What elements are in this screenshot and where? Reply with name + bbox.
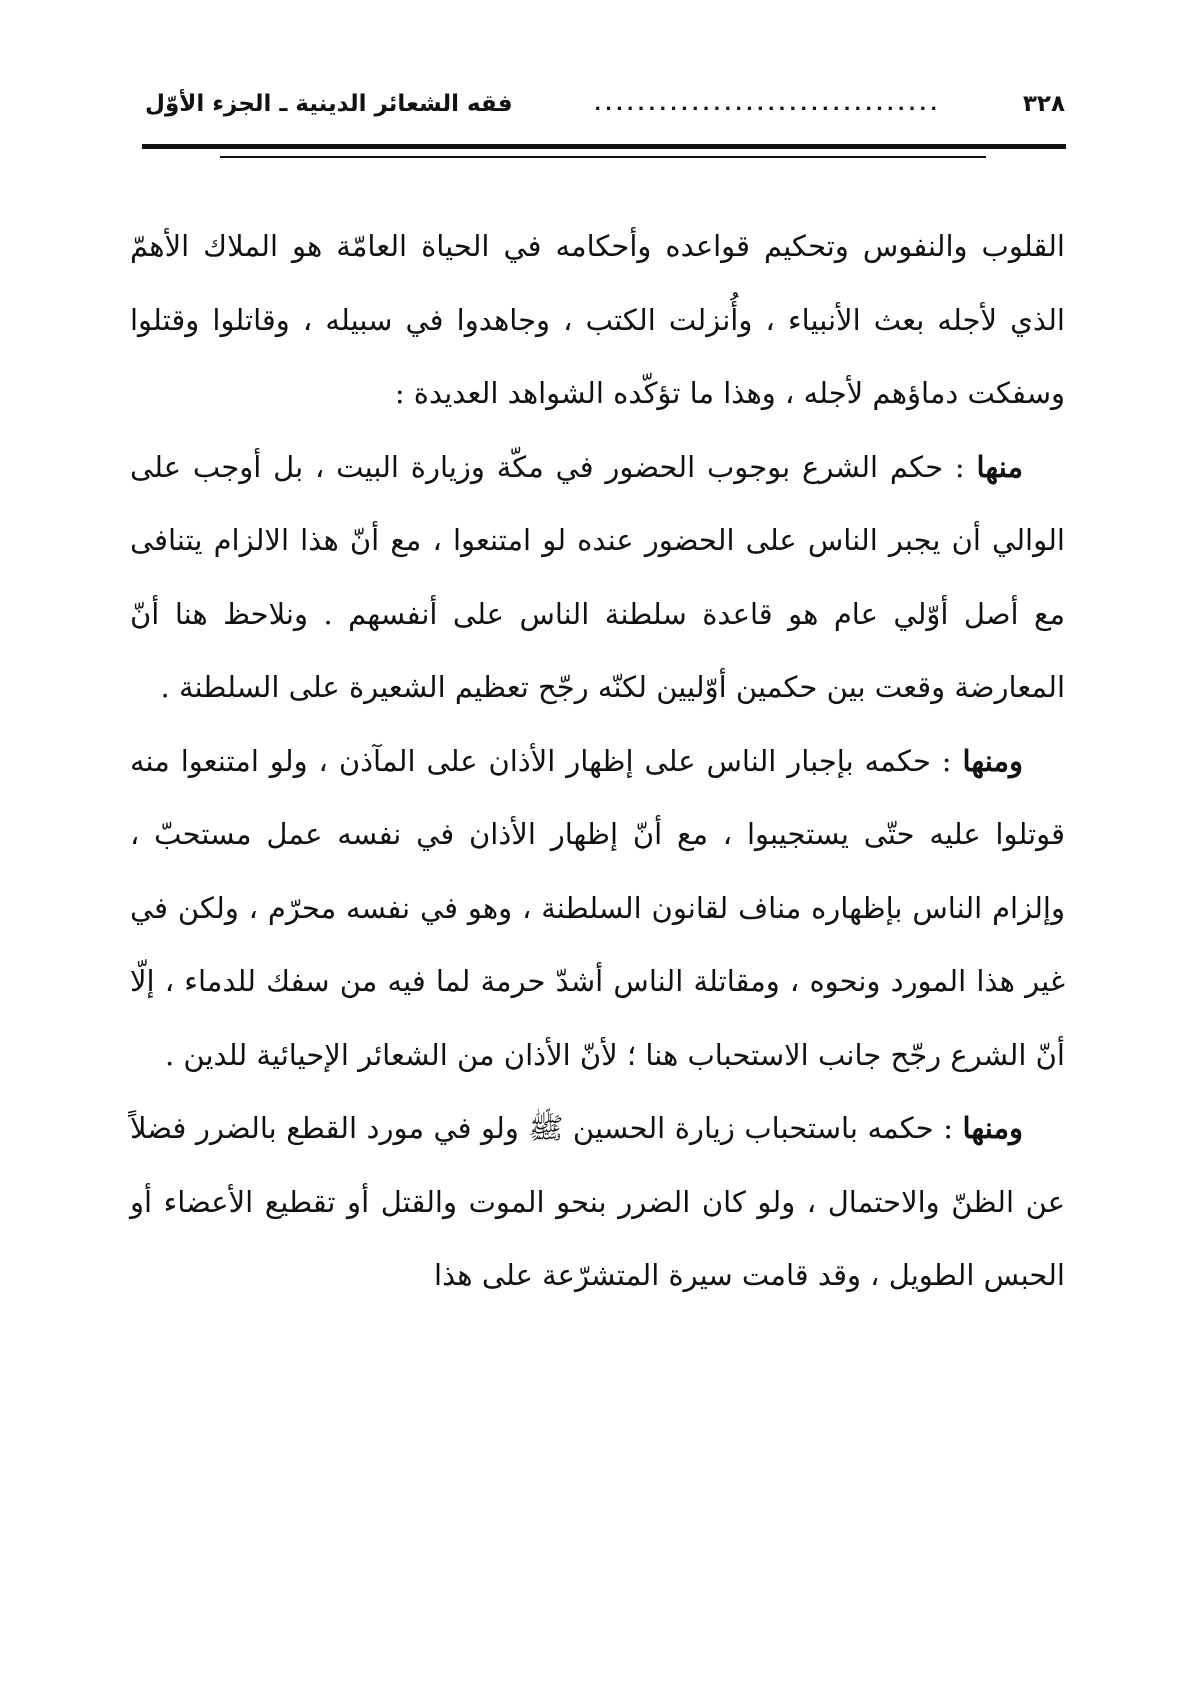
paragraph-text: : حكمه باستحباب زيارة الحسين ﷺ ولو في مورد القطع بالضرر فضلاً عن الظنّ والاحتمال ، ولو كان الضرر بنحو الموت والقتل أو تقطيع الأعضاء أو الحبس الطويل ، وقد قامت سيرة المتشرّعة على هذا [130, 1111, 1065, 1292]
paragraph [130, 725, 1065, 1093]
paragraph [130, 431, 1065, 725]
page-header [145, 84, 1065, 124]
body-text [130, 210, 1065, 1313]
paragraph-text: القلوب والنفوس وتحكيم قواعده وأحكامه في الحياة العامّة هو الملاك الأهمّ الذي لأجله بعث الأنبياء ، وأُنزلت الكتب ، وجاهدوا في سبيله ، وقاتلوا وقتلوا وسفكت دماؤهم لأجله ، وهذا ما تؤكّده الشواهد العديدة : [130, 229, 1065, 410]
page-number: ٣٢٨ [1022, 91, 1065, 117]
paragraph-lead: منها [976, 449, 1023, 484]
paragraph-lead: ومنها [962, 1111, 1023, 1145]
paragraph [130, 210, 1065, 431]
running-title: فقه الشعائر الدينية ـ الجزء الأوّل [145, 91, 513, 117]
header-rule-thick [142, 144, 1066, 149]
paragraph-text: : حكم الشرع بوجوب الحضور في مكّة وزيارة البيت ، بل أوجب على الوالي أن يجبر الناس على الحضور عنده لو امتنعوا ، مع أنّ هذا الالزام يتنافى مع أصل أوّلي عام هو قاعدة سلطنة الناس على أنفسهم . ونلاحظ هنا أنّ المعارضة وقعت بين حكمين أوّليين لكنّه رجّح تعظيم الشعيرة على السلطنة . [130, 449, 1065, 704]
paragraph-lead: ومنها [962, 743, 1023, 778]
paragraph [130, 1092, 1065, 1313]
paragraph-text: : حكمه بإجبار الناس على إظهار الأذان على المآذن ، ولو امتنعوا منه قوتلوا عليه حتّى يستجيبوا ، مع أنّ إظهار الأذان في نفسه عمل مستحبّ ، وإلزام الناس بإظهاره مناف لقانون السلطنة ، وهو في نفسه محرّم ، ولكن في غير هذا المورد ونحوه ، ومقاتلة الناس أشدّ حرمة لما فيه من سفك للدماء ، إلّا أنّ الشرع رجّح جانب الاستحباب هنا ؛ لأنّ الأذان من الشعائر الإحيائية للدين . [130, 743, 1065, 1072]
dot-leader: ................................ [594, 93, 942, 115]
header-rule-thin [220, 156, 986, 158]
